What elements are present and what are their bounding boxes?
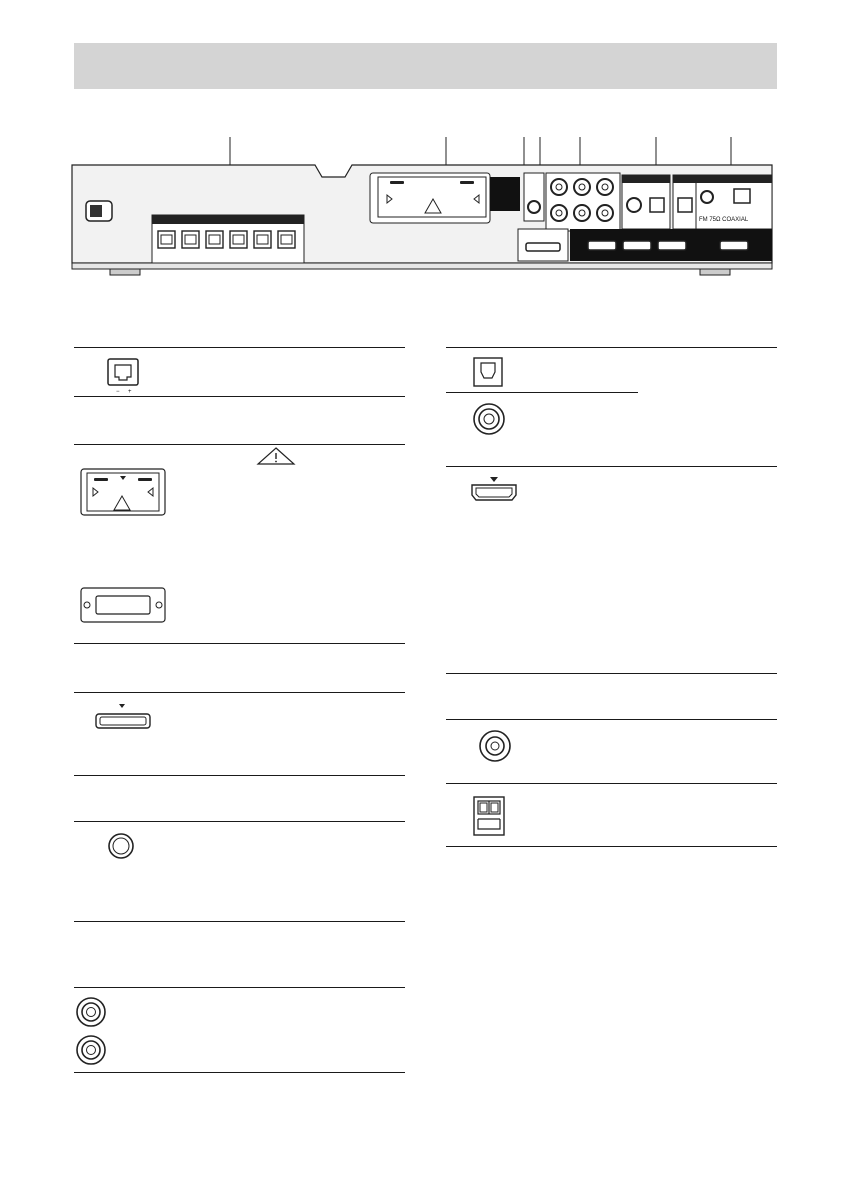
svg-text:+: + [128, 389, 132, 395]
rule [446, 392, 638, 393]
svg-text:−: − [116, 389, 120, 395]
am-terminal-icon [472, 795, 506, 837]
speaker-jack-icon [106, 358, 142, 394]
hdmi-jack-icon [470, 476, 520, 502]
rule [446, 846, 777, 847]
rule [74, 347, 405, 348]
rule [446, 673, 777, 674]
rule [74, 775, 405, 776]
rule [74, 921, 405, 922]
warning-icon [256, 447, 296, 465]
section-header-bar [74, 43, 777, 89]
rule [74, 444, 405, 445]
fm-coaxial-label: FM 75Ω COAXIAL [699, 217, 749, 223]
rule [74, 396, 405, 397]
rule [74, 1072, 405, 1073]
hdmi-row [518, 229, 772, 261]
fm-coaxial-jack-icon [478, 729, 512, 763]
wireless-slot-cover-icon [80, 468, 166, 516]
coaxial-jack-icon [472, 402, 506, 436]
optical-jack-icon [472, 356, 506, 388]
rule [74, 987, 405, 988]
speaker-terminal-block [152, 215, 304, 263]
rule [74, 821, 405, 822]
rule [446, 783, 777, 784]
rear-panel-diagram [60, 125, 780, 285]
wireless-transceiver-icon [80, 587, 166, 623]
rule [446, 719, 777, 720]
rule [446, 347, 777, 348]
rule [74, 692, 405, 693]
dmport-icon [94, 702, 152, 732]
power-cord-icon [86, 201, 112, 221]
video-jack-icon [106, 831, 136, 861]
rule [446, 466, 777, 467]
audio-jack-pair-icon [74, 997, 108, 1067]
digital-input-block [622, 175, 697, 229]
rule [74, 643, 405, 644]
antenna-block [696, 175, 772, 229]
